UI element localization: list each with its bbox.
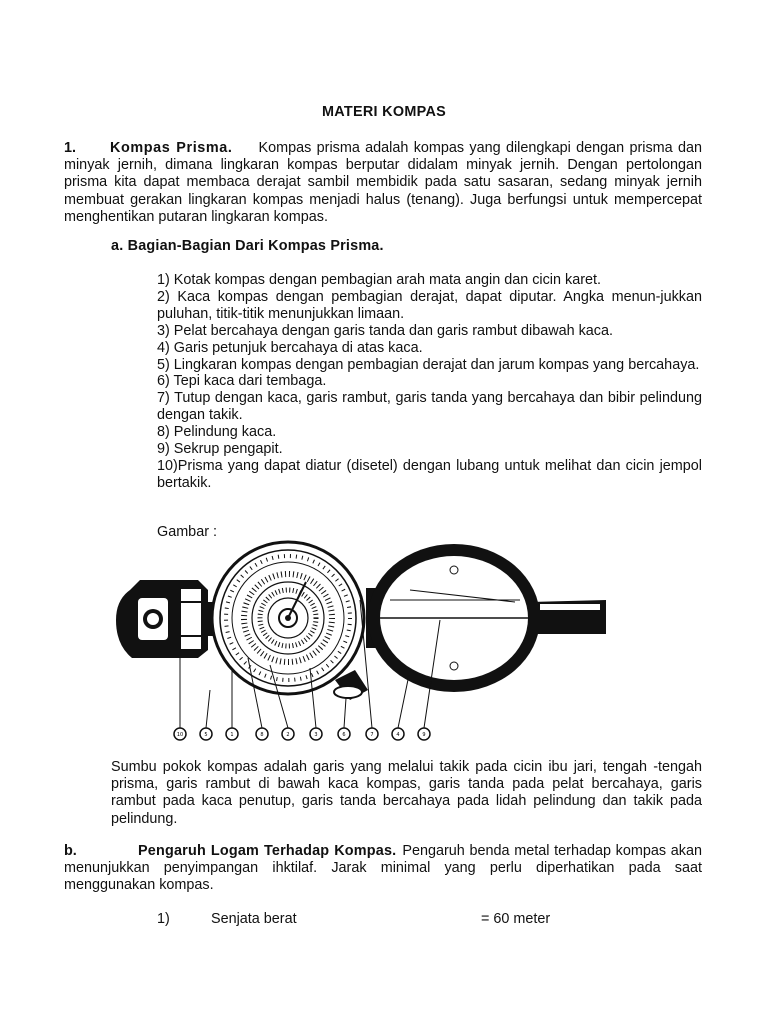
prismatic-compass-diagram: [110, 540, 620, 748]
section-number: b.: [64, 843, 77, 859]
list-item: 2) Kaca kompas dengan pembagian derajat, dapat diputar. Angka menun-jukkan puluhan, titik-titik menunjukkan limaan.: [157, 288, 702, 322]
callout-label: 6: [342, 732, 346, 738]
figure-label: Gambar :: [157, 524, 217, 540]
section-heading: Pengaruh Logam Terhadap Kompas.: [138, 843, 397, 859]
callout-label: 3: [314, 732, 318, 738]
section-1-paragraph: [64, 140, 702, 226]
row-label: Senjata berat: [211, 911, 297, 927]
compass-lid: [368, 544, 606, 692]
section-heading: Kompas Prisma.: [110, 140, 233, 156]
subsection-a-heading: a. Bagian-Bagian Dari Kompas Prisma.: [111, 238, 384, 254]
page-title: MATERI KOMPAS: [321, 104, 447, 120]
callout-label: 4: [396, 732, 400, 738]
callout-label: 9: [422, 732, 426, 738]
list-item: 10)Prisma yang dapat diatur (disetel) dengan lubang untuk melihat dan cicin jempol bertakik.: [157, 457, 702, 491]
list-item: 7) Tutup dengan kaca, garis rambut, garis tanda yang bercahaya dan bibir pelindung dengan takik.: [157, 390, 702, 424]
section-number: 1.: [64, 140, 77, 156]
list-item: 3) Pelat bercahaya dengan garis tanda dan garis rambut dibawah kaca.: [157, 322, 613, 339]
list-item: 9) Sekrup pengapit.: [157, 441, 283, 458]
distance-row: [157, 911, 702, 929]
callout-label: 7: [370, 732, 374, 738]
section-body: Pengaruh benda metal terhadap kompas akan menunjukkan penyimpangan ihktilaf. Jarak minimal yang perlu diperhatikan pada saat menggunakan kompas.: [64, 843, 702, 894]
parts-list: [157, 272, 702, 492]
callout-label: 5: [204, 732, 208, 738]
row-value: = 60 meter: [481, 911, 551, 927]
figure-description: Sumbu pokok kompas adalah garis yang melalui takik pada cicin ibu jari, tengah -tengah prisma, garis rambut di bawah kaca kompas, garis tanda pada pelat bercahaya, garis rambut pada kaca penutup, garis tanda bercahaya pada lidah pelindung dan takik pada pelindung.: [111, 759, 702, 827]
list-item: 1) Kotak kompas dengan pembagian arah mata angin dan cicin karet.: [157, 272, 601, 288]
callout-circles: [174, 728, 430, 740]
prism-assembly: [116, 580, 214, 658]
callout-label: 1: [230, 732, 234, 738]
list-item: 5) Lingkaran kompas dengan pembagian derajat dan jarum kompas yang bercahaya.: [157, 356, 700, 373]
callout-label: 8: [260, 732, 264, 738]
list-item: 8) Pelindung kaca.: [157, 424, 277, 441]
list-item: 6) Tepi kaca dari tembaga.: [157, 373, 327, 390]
callout-label: 10: [176, 732, 184, 738]
callout-label: 2: [286, 732, 290, 738]
row-number: 1): [157, 911, 170, 927]
section-body: Kompas prisma adalah kompas yang dilengkapi dengan prisma dan minyak jernih, dimana lingkaran kompas berputar didalam minyak jernih. Dengan pertolongan prisma kita dapat membaca derajat sambil membidik pada satu sasaran, sedang minyak jernih membuat gerakan lingkaran kompas menjadi halus (tenang). Juga berfungsi untuk mempercepat menghentikan putaran lingkaran kompas.: [64, 140, 703, 225]
compass-body: [212, 542, 368, 700]
list-item: 4) Garis petunjuk bercahaya di atas kaca.: [157, 339, 423, 356]
section-b-paragraph: [64, 843, 702, 895]
